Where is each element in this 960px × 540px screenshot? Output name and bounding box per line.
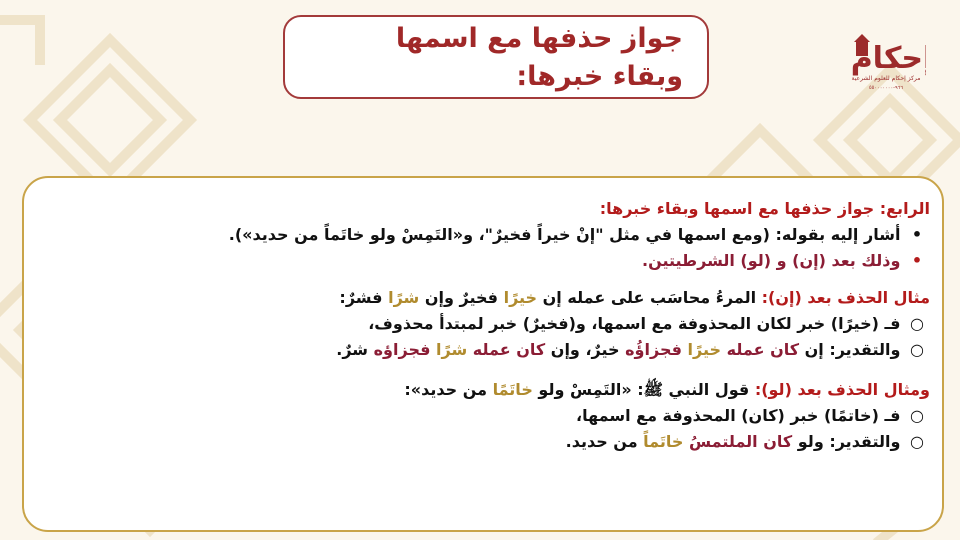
bullet-icon: • xyxy=(911,225,923,244)
example-in-heading: مثال الحذف بعد (إن): المرءُ محاسَب على عمله إن خيرًا فخيرٌ وإن شرًا فشرٌ: xyxy=(339,288,930,307)
title-line-1: جواز حذفها مع اسمها xyxy=(395,23,683,54)
example-law-point-1: ○ فـ (خاتمًا) خبر (كان) المحذوفة مع اسمها، xyxy=(24,403,930,429)
section-heading: الرابع: جواز حذفها مع اسمها وبقاء خبرها: xyxy=(599,199,930,218)
content-body xyxy=(24,196,930,455)
example-in-point-1: ○ فـ (خيرًا) خبر لكان المحذوفة مع اسمها، و(فخيرٌ) خبر لمبتدأ محذوف، xyxy=(24,311,930,337)
title-line-2: وبقاء خبرها: xyxy=(516,61,683,92)
bullet-text: أشار إليه بقوله: (ومع اسمها في مثل "إنْ خيراً فخيرٌ"، و«التَمِسْ ولو خاتَماً من حديد»). xyxy=(228,225,901,244)
example-label: مثال الحذف بعد (إن): xyxy=(761,288,930,307)
example-law-heading: ومثال الحذف بعد (لو): قول النبي ﷺ: «التَمِسْ ولو خاتَمًا من حديد»: xyxy=(404,380,930,399)
title-box xyxy=(283,15,709,99)
bullet-item-2 xyxy=(24,248,930,274)
logo-name: إحكام xyxy=(850,41,926,76)
bullet-text: وذلك بعد (إن) و (لو) الشرطيتين. xyxy=(641,251,901,270)
example-label: ومثال الحذف بعد (لو): xyxy=(754,380,930,399)
circle-bullet-icon: ○ xyxy=(910,314,924,333)
example-law-point-2: ○ والتقدير: ولو كان الملتمسُ خاتَماً من حديد. xyxy=(24,429,930,455)
logo-mark-icon xyxy=(846,28,926,98)
bullet-item-1 xyxy=(24,222,930,248)
logo-subtitle: مركز إحكام للعلوم الشرعية xyxy=(851,75,921,82)
example-in-point-2: ○ والتقدير: إن كان عمله خيرًا فجزاؤُه خيرٌ، وإن كان عمله شرًا فجزاؤه شرٌ. xyxy=(24,337,930,363)
bullet-icon: • xyxy=(911,251,923,270)
ehkam-logo xyxy=(846,28,926,98)
circle-bullet-icon: ○ xyxy=(910,340,924,359)
circle-bullet-icon: ○ xyxy=(910,432,924,451)
logo-number: ٩٦٦-٥٥٠٠٠٠٠٠٠ xyxy=(868,85,904,91)
circle-bullet-icon: ○ xyxy=(910,406,924,425)
